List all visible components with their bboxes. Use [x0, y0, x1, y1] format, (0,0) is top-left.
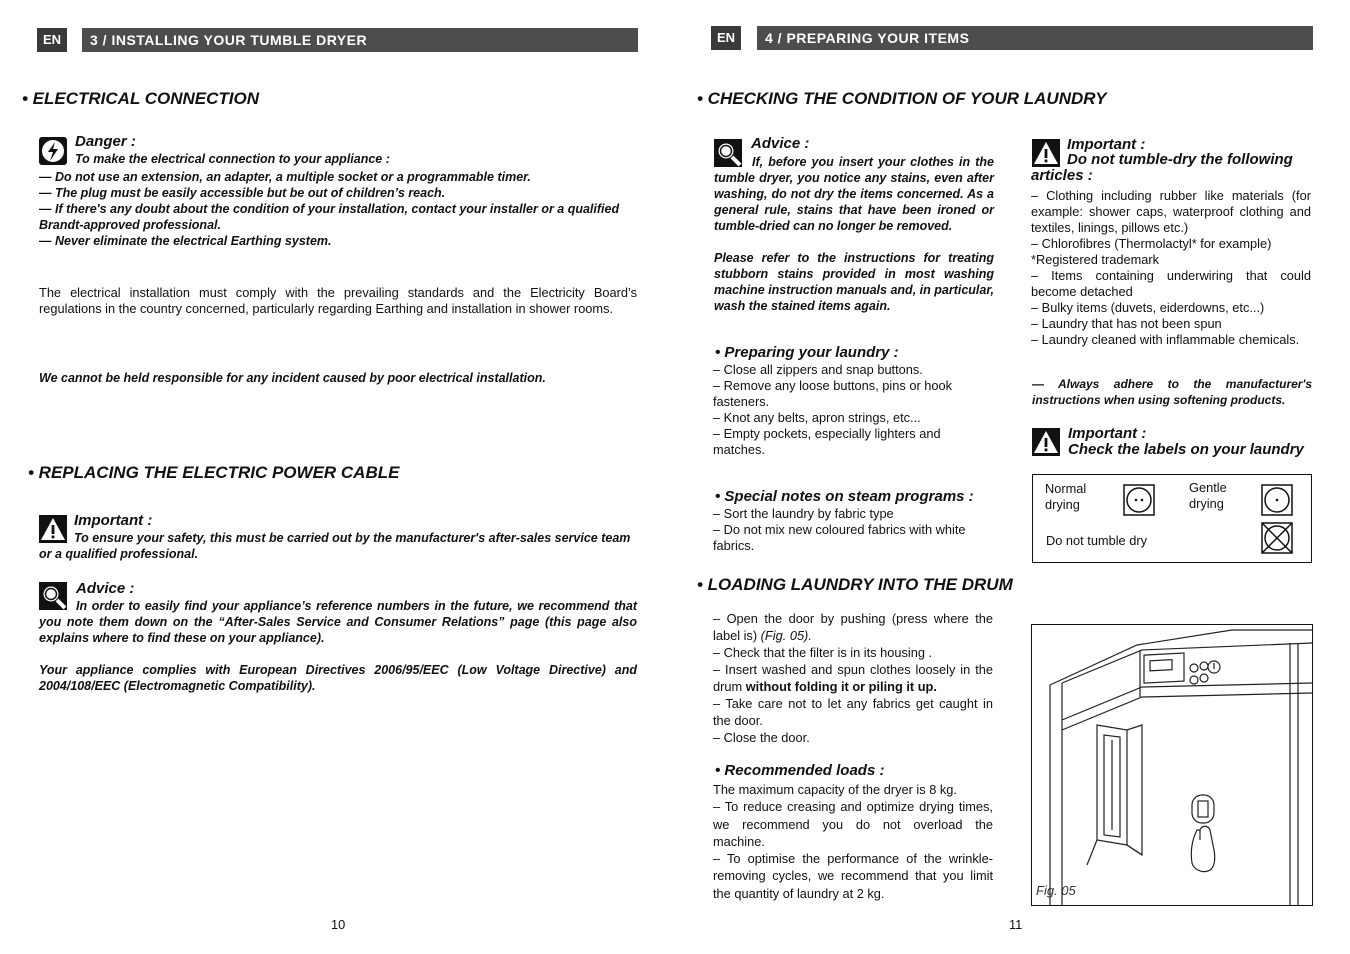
directives-text: Your appliance complies with European Directives 2006/95/EEC (Low Voltage Directive) and 2004/108/EEC (Electromagnetic Compatibility).	[39, 663, 637, 693]
danger-line: — If there's any doubt about the condition of your installation, contact your installer or a qualified Brandt-approved professional.	[39, 202, 620, 232]
check-labels-heading: Check the labels on your laundry	[1068, 441, 1304, 458]
care-symbols-box	[1032, 474, 1312, 563]
left-page-header: 3 / INSTALLING YOUR TUMBLE DRYER	[82, 28, 638, 52]
danger-line: — The plug must be easily accessible but be out of children’s reach.	[39, 186, 446, 200]
list-item: – Clothing including rubber like materials (for example: shower caps, waterproof clothing and textiles, linings, pillows etc.)	[1031, 188, 1311, 235]
page-number-right: 11	[1009, 917, 1023, 932]
dryer-door-illustration	[1032, 625, 1312, 905]
gentle-drying-symbol-icon	[1261, 484, 1293, 516]
list-item: – To optimise the performance of the wrinkle-removing cycles, we recommend that you limit the quantity of laundry at 2 kg.	[713, 851, 993, 901]
list-item: – To reduce creasing and optimize drying times, we recommend you do not overload the machine.	[713, 799, 993, 849]
list-item: – Laundry cleaned with inflammable chemicals.	[1031, 332, 1300, 347]
do-not-tumble-heading: Do not tumble-dry the following articles :	[1031, 151, 1293, 184]
list-item: – Do not mix new coloured fabrics with white fabrics.	[713, 522, 966, 553]
danger-title: Danger :	[75, 133, 136, 150]
important-title-right: Important :	[1067, 136, 1146, 153]
steam-notes-heading: • Special notes on steam programs :	[715, 488, 974, 505]
stain-advice-text-2: Please refer to the instructions for treating stubborn stains provided in most washing machine instruction manuals and, in particular, wash the stained items again.	[714, 251, 994, 313]
list-item: – Open the door by pushing (press where the label is) (Fig. 05).	[713, 611, 993, 643]
liability-disclaimer: We cannot be held responsible for any incident caused by poor electrical installation.	[39, 371, 546, 385]
advice-text: In order to easily find your appliance’s reference numbers in the future, we recommend that you note them down on the “After-Sales Service and Consumer Relations” page (this page also explains where to find these on your appliance).	[39, 599, 637, 645]
emphasis-text: without folding it or piling it up.	[745, 679, 937, 694]
list-item: – Items containing underwiring that could become detached	[1031, 268, 1311, 299]
list-item: – Knot any belts, apron strings, etc...	[713, 410, 921, 425]
advice-title-right: Advice :	[751, 135, 810, 152]
list-item: – Close all zippers and snap buttons.	[713, 362, 923, 377]
danger-line: — Never eliminate the electrical Earthing system.	[39, 234, 332, 248]
important-labels-title: Important :	[1068, 425, 1147, 442]
recommended-loads-list	[713, 781, 993, 902]
language-badge-left: EN	[37, 28, 67, 52]
list-item: – Laundry that has not been spun	[1031, 316, 1222, 331]
do-not-tumble-dry-label: Do not tumble dry	[1046, 533, 1148, 548]
preparing-list	[713, 362, 995, 458]
advice-title: Advice :	[76, 580, 135, 597]
dryer-figure	[1031, 624, 1313, 906]
steam-list	[713, 506, 995, 554]
loading-steps	[713, 610, 993, 746]
important-title: Important :	[74, 512, 153, 529]
list-item: – Close the door.	[713, 730, 810, 745]
figure-reference: (Fig. 05).	[760, 628, 812, 643]
list-item: – Bulky items (duvets, eiderdowns, etc...)	[1031, 300, 1265, 315]
loading-laundry-heading: • LOADING LAUNDRY INTO THE DRUM	[697, 575, 1013, 594]
list-item: – Sort the laundry by fabric type	[713, 506, 894, 521]
list-item: – Take care not to let any fabrics get caught in the door.	[713, 696, 993, 728]
electrical-connection-heading: • ELECTRICAL CONNECTION	[22, 89, 260, 108]
danger-line: — Do not use an extension, an adapter, a multiple socket or a programmable timer.	[39, 170, 531, 184]
page-number-left: 10	[331, 917, 346, 932]
list-item: – Empty pockets, especially lighters and matches.	[713, 426, 941, 457]
gentle-drying-label: Gentle drying	[1189, 480, 1227, 511]
stain-advice-text: If, before you insert your clothes in the tumble dryer, you notice any stains, even after washing, do not dry the items concerned. As a general rule, stains that have been ironed or tumble-dried can no longer be removed.	[714, 155, 994, 233]
danger-line-intro: To make the electrical connection to your appliance :	[75, 152, 390, 166]
softening-products-note: — Always adhere to the manufacturer's instructions when using softening products.	[1032, 377, 1312, 407]
replacing-cable-heading: • REPLACING THE ELECTRIC POWER CABLE	[28, 463, 400, 482]
checking-condition-heading: • CHECKING THE CONDITION OF YOUR LAUNDRY	[697, 89, 1107, 108]
list-item: *Registered trademark	[1031, 252, 1160, 267]
language-badge-right: EN	[711, 26, 741, 50]
preparing-laundry-heading: • Preparing your laundry :	[715, 344, 899, 361]
recommended-loads-heading: • Recommended loads :	[715, 762, 885, 779]
do-not-tumble-list	[1031, 188, 1311, 348]
list-item: The maximum capacity of the dryer is 8 kg.	[713, 782, 957, 797]
list-item: – Chlorofibres (Thermolactyl* for example)	[1031, 236, 1272, 251]
electrical-body-text: The electrical installation must comply with the prevailing standards and the Electricity Board’s regulations in the country concerned, particularly regarding Earthing and installation in shower rooms.	[39, 285, 637, 316]
normal-drying-symbol-icon	[1123, 484, 1155, 516]
lightning-danger-icon	[38, 136, 68, 166]
list-item: – Check that the filter is in its housing .	[713, 645, 933, 660]
warning-icon	[1031, 427, 1061, 457]
important-text: To ensure your safety, this must be carried out by the manufacturer's after-sales service team or a qualified professional.	[39, 531, 631, 561]
list-item: – Remove any loose buttons, pins or hook fasteners.	[713, 378, 953, 409]
do-not-tumble-dry-symbol-icon	[1261, 522, 1293, 554]
list-item: – Insert washed and spun clothes loosely in the drum without folding it or piling it up.	[713, 662, 993, 694]
right-page-header: 4 / PREPARING YOUR ITEMS	[757, 26, 1313, 50]
normal-drying-label: Normal drying	[1045, 481, 1087, 512]
figure-caption: Fig. 05	[1036, 883, 1076, 898]
